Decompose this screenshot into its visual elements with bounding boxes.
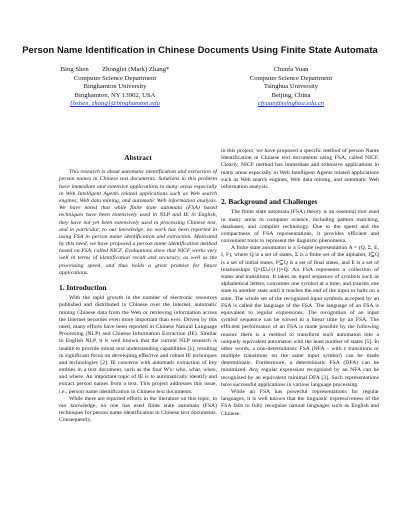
author-university: Binghamton University xyxy=(83,83,147,91)
author-names: Bing Shen Zhongfei (Mark) Zhang* xyxy=(60,66,170,73)
paper-title: Person Name Identification in Chinese Documents Using Finite State Automata xyxy=(22,44,378,55)
abstract-text: This research is about automatic identification and extraction of person names in Chinese text documents. Solutions to this problem have immediate and extensive applications in many areas especially in Web Intelligent Agents related applications such as Web search engines, Web data mining, and automatic Web information analysis. We have noted that while finite state automata (FSA) based techniques have been extensively used in NLP and IE in English, they have not yet been extensively used in processing Chinese text, and in particular, to our knowledge, no work has been reported in using FSA in person name identification and extraction. Motivated by this need, we have proposed a person name identification method based on FSA, called NICF. Evaluations show that NICF works very well in terms of identification recall and accuracy, as well as the processing speed, and thus holds a great promise for future applications. xyxy=(59,169,217,276)
right-column xyxy=(221,148,379,418)
paragraph: While there are reported efforts in the literature on this topic, to our knowledge, no one has used finite state automata (FSA) techniques for person name identification in Chinese text documents. Consequently, xyxy=(59,395,217,424)
author-email[interactable]: cfyuan@tsinghua.edu.cn xyxy=(257,100,325,108)
paragraph: The finite state automata (FSA) theory is an essential tool used in many areas in computer science, including pattern matching, databases, and compiler technology. Due to the speed and the compactness of FSA representations, it provides efficient and convenient tools to represent the linguistic phenomena. xyxy=(221,209,379,245)
authors-right xyxy=(216,66,366,109)
paragraph: With the rapid growth in the number of electronic resources published and distributed in Chinese over the Internet, automatic mining Chinese data from the Web or retrieving information across the Internet becomes even more important than ever. Driven by this need, many efforts have been reported in Chinese Natural Language Processing (NLP) and Chinese Information Extraction (IE). Similar to English NLP, it is well known that the current NLP research is unable to provide robust text understanding capabilities [1], resulting in significant focus on developing effective and robust IE techniques and technologies [2]. IE concerns with automatic extraction of key entities in a text document, such as the four W's: who, what, when, and where. An important topic of IE is to automatically identify and extract person names from a text. This project addresses this issue, i.e., person name identification in Chinese text documents. xyxy=(59,295,217,395)
section-heading-introduction: 1. Introduction xyxy=(59,283,107,292)
authors-left xyxy=(30,66,200,109)
left-column xyxy=(59,148,217,425)
paragraph: A finite state automaton is a 5-tuple representation A = (Q, Σ, E, I, F), where Q is a set of states, Σ is a finite set of the alphabet, I⊆Q is a set of initial states, F⊆Q is a set of final states, and E is a set of relationships Q×(Σ∪{ε})×Q. An FSA represents a collection of states and transitions. It takes an input sequence of symbols such as alphabetical letters, consumes one symbol at a time, and transits one state to another state until it reaches the end of the input or halts on a state. The whole set of the recognized input symbols accepted by an FSA is called the language of the FSA. The language of an FSA is equivalent to regular expressions. The recognition of an input symbol sequence can be solved in a linear time by an FSA. The efficient performance of an FSA is made possible by the following reason: there is a method to transform such automaton into a uniquely equivalent automaton with the least number of states [5]. In other words, a non-deterministic FSA (NFA – with ε transitions or multiple transitions on the same input symbol) can be made deterministic. Furthermore, a deterministic FSA (DFA) can be minimized. Any regular expression recognized by an NFA can be recognized by an equivalent minimal DFA [3]. Such representations have successful applications in various language processing. xyxy=(221,245,379,388)
author-names: Chunfa Yuan xyxy=(273,66,309,73)
paragraph: While an FSA has powerful representations for regular languages, it is well known that the linguistic expressiveness of the FSA fails to fully recognize natural languages such as English and Chinese. xyxy=(221,389,379,417)
author-university: Tsinghua University xyxy=(263,83,319,91)
paragraph: in this project, we have proposed a specific method of person Name Identification in Chinese text documents using FSA, called NICF. Clearly, NICF method has immediate and extensive applications in many areas especially in Web Intelligent Agents related applications such as Web search engines, Web data mining, and automatic Web information analysis. xyxy=(221,148,379,190)
author-department: Computer Science Department xyxy=(73,74,157,82)
section-heading-background: 2. Background and Challenges xyxy=(221,197,318,207)
author-email[interactable]: {bshen, zhang}@binghamton.edu xyxy=(70,100,160,108)
author-address: Beijing, China xyxy=(271,91,311,99)
abstract-heading: Abstract xyxy=(124,153,152,162)
author-department: Computer Science Department xyxy=(249,74,333,82)
author-address: Binghamton, NY 13902, USA xyxy=(74,91,156,99)
